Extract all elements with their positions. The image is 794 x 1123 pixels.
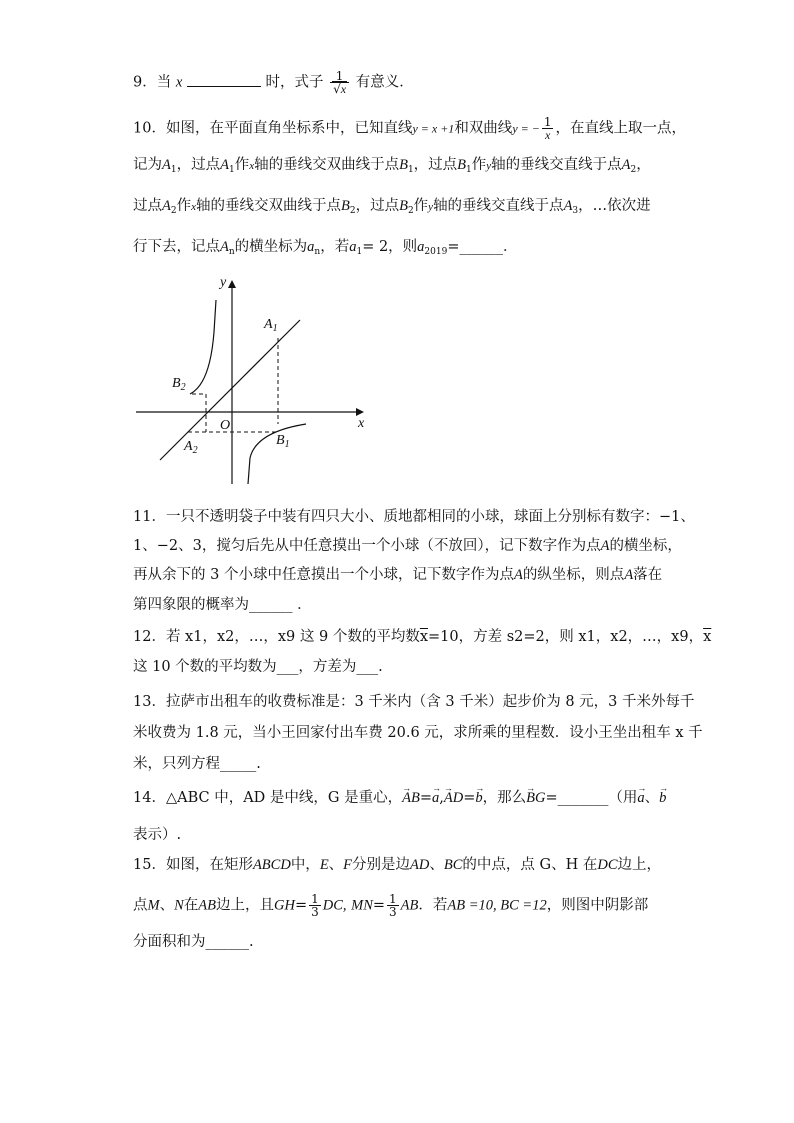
label-b1: $B_1$	[276, 433, 290, 450]
question-13-line-2: 米收费为 1.8 元，当小王回家付出车费 20.6 元，求所乘的里程数．设小王坐出租车 x 千	[133, 725, 703, 741]
origin-label: O	[220, 418, 231, 433]
y-axis-label: y	[220, 275, 227, 290]
question-11-line-2: 1、−2、3，搅匀后先从中任意摸出一个小球（不放回），记下数字作为点A的横坐标，	[133, 538, 682, 554]
label-b2: $B_2$	[172, 376, 186, 393]
x-axis-label: x	[358, 416, 365, 431]
label-a1: $A_1$	[264, 317, 278, 334]
q9-number: 9．当	[133, 74, 172, 91]
question-11-line-4: 第四象限的概率为______ ．	[133, 597, 312, 613]
vector-ad: → AD	[444, 788, 463, 808]
sqrt-sign: √x	[333, 82, 347, 96]
question-11-line-3: 再从余下的 3 个小球中任意摸出一个小球，记下数字作为点A的纵坐标，则点A落在	[133, 567, 663, 583]
vector-ab: → AB	[402, 788, 420, 808]
q9-answer-blank	[187, 72, 261, 87]
question-10-line-1: 10．如图，在平面直角坐标系中，已知直线y = x +1和双曲线y = − $\frac{1}{x}$ ，在直线上取一点，	[133, 115, 686, 142]
question-10-line-2: 记为$A_1$，过点$A_1$作x轴的垂线交双曲线于点$B_1$，过点$B_1$作y轴的垂线交直线于点$A_2$，	[133, 157, 651, 175]
question-13-line-1: 13．拉萨市出租车的收费标准是：3 千米内（含 3 千米）起步价为 8 元，3 千米外每千	[133, 694, 695, 710]
question-14-line-1: 14．△ABC 中，AD 是中线，G 是重心，→ AB=→ a,→ AD=→ b，那么→ BG=_______（用→ a、→ b	[133, 788, 666, 808]
question-15-line-1: 15．如图，在矩形ABCD中，E、F分别是边AD、BC的中点，点 G、H 在DC边上，	[133, 857, 662, 873]
question-10-line-3: 过点$A_2$作x轴的垂线交双曲线于点$B_2$，过点$B_2$作y轴的垂线交直线于点$A_3$，…依次进	[133, 198, 651, 216]
x-axis-arrow	[356, 408, 364, 416]
vector-bg: → BG	[526, 788, 545, 808]
label-a2: $A_2$	[184, 439, 198, 456]
question-12-line-1: 12．若 x1，x2，…，x9 这 9 个数的平均数$\overline{x}=10$，方差 s2=2，则 x1，x2，…，x9，$\overline{x}$	[133, 629, 712, 645]
q9-fraction: $\frac{1}{√x}$	[330, 70, 349, 95]
question-13-line-3: 米，只列方程_____.	[133, 756, 261, 772]
q10-coordinate-graph	[120, 272, 380, 494]
question-14-line-2: 表示）.	[133, 827, 182, 843]
question-15-line-3: 分面积和为______.	[133, 934, 254, 950]
question-10-line-4: 行下去，记点$A_n$的横坐标为$a_n$，若$a_1= 2$，则$a_{2019}=\_\_\_\_\_\_$．	[133, 239, 518, 257]
y-axis-arrow	[228, 280, 236, 288]
question-15-line-2: 点M、N在AB边上，且GH= $\frac{1}{3}$ DC, MN= $\frac{1}{3}$ AB．若AB =10, BC =12，则图中阴影部	[133, 892, 649, 919]
question-9: 9．当 x 时，式子 $\frac{1}{√x}$ 有意义．	[133, 69, 414, 96]
hyperbola-left-branch	[190, 300, 216, 394]
question-12-line-2: 这 10 个数的平均数为___，方差为___.	[133, 659, 383, 675]
question-11-line-1: 11．一只不透明袋子中装有四只大小、质地都相同的小球，球面上分别标有数字：−1、	[133, 509, 695, 525]
